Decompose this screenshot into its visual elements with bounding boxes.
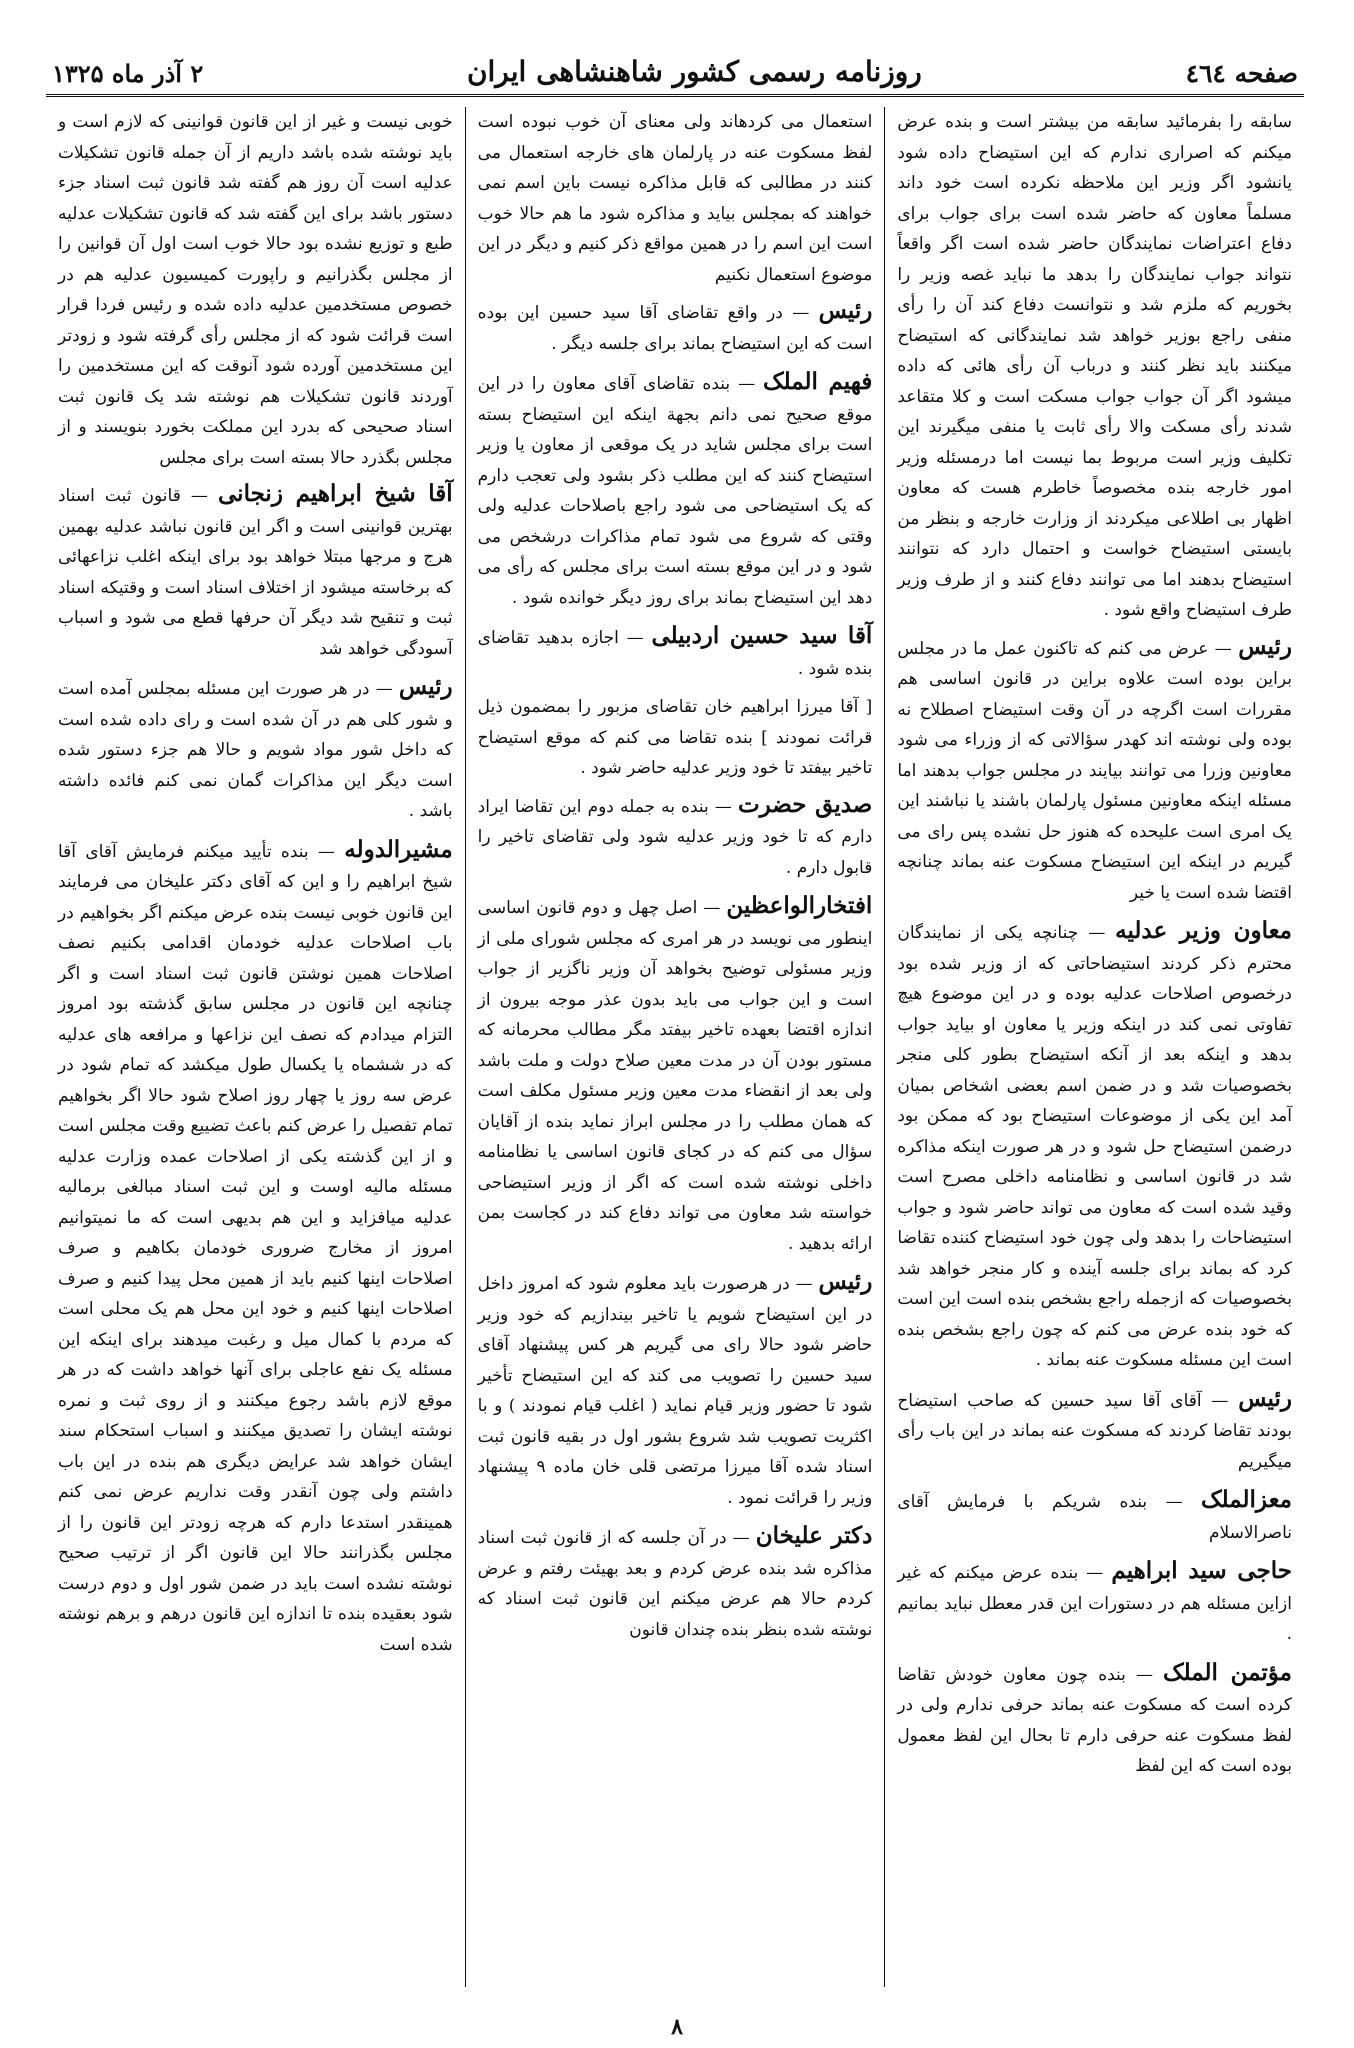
speaker-name: صدیق حضرت <box>737 790 873 818</box>
speech-paragraph <box>478 621 873 684</box>
text-paragraph <box>897 107 1292 626</box>
speaker-separator: — <box>726 1528 756 1548</box>
speaker-separator: — <box>1078 923 1116 943</box>
speaker-name: فهیم الملک <box>763 368 873 395</box>
text-paragraph <box>478 107 873 290</box>
speaker-name: افتخارالواعظین <box>726 892 873 919</box>
speech-paragraph <box>58 479 453 664</box>
text-columns <box>46 107 1304 1987</box>
speaker-separator: — <box>708 796 738 817</box>
paragraph-text: اجازه بدهید تقاضای بنده شود . <box>477 628 873 679</box>
speaker-name: رئیس <box>818 1268 873 1295</box>
paragraph-text: آقای آقا سید حسین که صاحب استیضاح بودند تقاضا کردند که مسکوت عنه بماند در این باب رأی میگیریم <box>897 1390 1292 1472</box>
speaker-separator: — <box>730 374 764 394</box>
paragraph-text: بنده عرض میکنم که غیر ازاین مسئله هم در دستورات این قدر معطل نباید بمانیم . <box>897 1563 1292 1644</box>
text-paragraph <box>478 692 873 784</box>
speech-paragraph <box>897 1384 1292 1478</box>
paragraph-text: بنده تأیید میکنم فرمایش آقای آقا شیخ ابراهیم را و این که آقای دکتر علیخان می فرمایند این قانون خوبی نیست بنده عرض میکنم اگر بخواهیم در باب اصلاحات عدلیه خودمان اقدامی بکنیم نصف اصلاحات همین نوشتن قانون ثبت اسناد است و اگر چنانچه این قانون در مجلس سابق گذشته بود امروز التزام میدادم که نصف این نزاعها و مرافعه های عدلیه که در ششماه یا یکسال طول میکشد که تمام شود در عرض سه روز یا چهار روز اصلاح شود حالا اگر بخواهیم تمام تفصیل را عرض کنم باعث تضییع وقت مجلس است و از این گذشته یکی از اصلاحات عمده وزارت عدلیه مسئله مالیه اوست و این ثبت اسناد مبالغی برمالیه عدلیه میافزاید و این هم بدیهی است که ما نمیتوانیم امروز از مخارج ضروری خودمان بکاهیم و صرف اصلاحات اینها کنیم باید از همین محل پیدا کنیم و صرف اصلاحات اینها کنیم و خود این محل هم یک محلی است که مردم با کمال میل و رغبت میدهند برای اینکه این مسئله یک نفع عاجلی برای آنها خواهد داشت که در هر موقع لازم باشد رجوع میکنند و از روی ثبت و نمره نوشته ایشان را تصدیق میکنند و اسباب استحکام سند ایشان خواهد شد عرایض دیگری هم بنده در این باب داشتم ولی چون آنقدر وقت نداریم عرض نمی کنم همینقدر استدعا دارم که هرچه زودتر این قانون را از مجلس بگذرانند حالا این قانون اگر از ترتیب صحیح نوشته نشده است باید در ضمن شور اول و دوم درست شود بعقیده بنده تا اندازه این قانون درهم و برهم نوشته شده است <box>57 841 453 1655</box>
speech-paragraph <box>478 891 873 1259</box>
speech-paragraph <box>897 632 1292 909</box>
speaker-name: حاجی سید ابراهیم <box>1111 1557 1292 1584</box>
paragraph-text: در هرصورت باید معلوم شود که امروز داخل در این استیضاح شویم یا تاخیر بیندازیم که خود وزیر حاضر شود حالا رای می گیریم هر کس پیشنهاد آقای سید حسین را تصویب می کند که این استیضاح تأخیر شود تا حضور وزیر قیام نماید ( اغلب قیام نمودند ) و با اکثریت تصویب شد شروع بشور اول در بقیه قانون ثبت اسناد شده آقا میرزا مرتضی قلی خان ماده ۹ پیشنهاد وزیر را قرائت نمود . <box>477 1274 873 1508</box>
paragraph-text: قانون ثبت اسناد بهترین قوانینی است و اگر این قانون نباشد عدلیه بهمین هرج و مرجها مبتلا خواهد بود برای اینکه اغلب نزاعهائی که برخاسته میشود از اختلاف اسناد است و وقتیکه اسناد ثبت و تنقیح شد دیگر آن حرفها قطع می شود و اسباب آسودگی خواهد شد <box>57 486 453 659</box>
speaker-name: مشیرالدوله <box>344 835 453 863</box>
speaker-separator: — <box>618 628 652 648</box>
speech-paragraph <box>478 1521 873 1645</box>
speech-paragraph <box>897 1658 1292 1782</box>
paragraph-text: بنده به جمله دوم این تقاضا ایراد دارم که تا خود وزیر عدلیه شود ولی تقاضای تاخیر را قابول دارم . <box>477 796 873 878</box>
speech-paragraph <box>897 1485 1292 1548</box>
speech-paragraph <box>58 672 453 827</box>
speech-paragraph <box>897 1556 1292 1650</box>
speaker-name: مؤتمن الملک <box>1163 1658 1292 1686</box>
speaker-separator: — <box>1125 1664 1164 1685</box>
speaker-name: معزالملک <box>1201 1486 1293 1513</box>
speaker-separator: — <box>1147 1492 1201 1512</box>
speech-paragraph <box>478 790 873 884</box>
paragraph-text: سابقه را بفرمائید سابقه من بیشتر است و بنده عرض میکنم که اصراری ندارم که این استیضاح داده شود یانشود اگر وزیر این ملاحظه نکرده است خود داند مسلماً معاون که حاضر شده است برای جواب برای دفاع اعتراضات نمایندگان حاضر شده است اگر واقعاً نتواند جواب نمایندگان را بدهد ما نباید غصه وزیر را بخوریم که ملزم شد و نتوانست دفاع کند آن را رأی منفی راجع بوزیر خواهد شد نمایندگانی که استیضاح میکنند باید نظر کنند و درباب آن رأی هائی که داده میشود اگر آن جواب جواب مسکت است و کلا متقاعد شدند رأی مسکت والا رأی ثابت یا منفی میگیرند این تکلیف وزیر است مربوط بما نیست اما درمسئله وزیر امور خارجه بنده مخصوصاً خاطرم هست که معاون اظهار بی اطلاعی میکردند از وزارت خارجه و بنظر من بایستی استیضاح خواست و احتمال دارد که نتوانند استیضاح بدهند اما می توانند دفاع کنند و از طرف وزیر طرف استیضاح واقع شود . <box>897 112 1292 620</box>
paragraph-text: خوبی نیست و غیر از این قانون قوانینی که لازم است و باید نوشته شده باشد داریم از آن جمله قانون تشکیلات عدلیه است آن روز هم گفته شد قانون ثبت اسناد جزء دستور باشد برای این گفته شد که قانون تشکیلات عدلیه طبع و توزیع نشده بود حالا خوب است اول آن قوانین را از مجلس بگذرانیم و راپورت کمیسیون عدلیه هم در خصوص مستخدمین عدلیه داده شده و رئیس فردا قرار است قرائت شود که از مجلس رأی گرفته شود و زودتر این مستخدمین آورده شود آنوقت که این مستخدمین را آوردند قانون تشکیلات هم نوشته شد یک قانون ثبت اسناد صحیحی که بدرد این مملکت بخورد بنویسند و از مجلس بگذرد حالا بسته است برای مجلس <box>57 112 453 468</box>
speaker-separator: — <box>697 898 727 918</box>
masthead <box>46 36 1304 97</box>
paragraph-text: در واقع تقاضای آقا سید حسین این بوده است که این استیضاح بماند برای جلسه دیگر . <box>477 303 873 354</box>
speaker-name: دکتر علیخان <box>755 1522 873 1549</box>
speaker-name: رئیس <box>398 673 453 700</box>
speech-paragraph <box>478 296 873 359</box>
text-paragraph <box>58 107 453 473</box>
speech-paragraph <box>478 367 873 613</box>
speaker-name: رئیس <box>818 297 873 324</box>
paragraph-text: عرض می کنم که تاکنون عمل ما در مجلس براین بوده است علاوه براین در قانون اساسی هم مقررات است اگرچه در آن وقت استیضاح اصطلاح نه بوده ولی نوشته اند کهدر سؤالاتی که از وزراء می شود معاونین وزرا می توانند بیایند در مجلس جواب بدهند اما مسئله اینکه معاونین مسئول پارلمان باشند یا نباشند این یک امری است علیحده که هنوز حل نشده پس رای می گیریم در اینکه این استیضاح مسکوت عنه بماند چنانچه اقتضا شده است یا خیر <box>897 638 1292 903</box>
speaker-name: آقا شیخ ابراهیم زنجانی <box>218 480 453 507</box>
speaker-separator: — <box>1201 1390 1239 1411</box>
speaker-separator: — <box>308 841 345 862</box>
page-number-label: صفحه ٤٦٤ <box>1185 59 1298 88</box>
speaker-separator: — <box>1078 1563 1112 1583</box>
column-middle <box>466 107 886 1987</box>
speaker-separator: — <box>789 1274 819 1294</box>
speaker-separator: — <box>369 679 399 699</box>
speaker-separator: — <box>782 303 819 323</box>
paragraph-text: اصل چهل و دوم قانون اساسی اینطور می نویسد در هر امری که مجلس شورای ملی از وزیر مسئولی توضیح بخواهد آن وزیر ناگزیر از جواب است و این جواب می باید بدون عذر موجه بیرون از اندازه اقتضا بعهده تاخیر بیفتد مگر مطالب محرمانه که مستور بودن آن در مدت معین صلاح دولت و ملت باشد ولی بعد از انقضاء مدت معین وزیر مسئول مکلف است که همان مطلب را در مجلس ابراز نماید بنده از آقایان سؤال می کنم که در کجای قانون اساسی یا نظامنامه داخلی نوشته شده است که اگر از وزیر استیضاحی خواسته شد معاون می تواند دفاع کند در کجاست بمن ارائه بدهید . <box>477 898 873 1254</box>
speech-paragraph <box>58 835 453 1661</box>
column-right <box>885 107 1304 1987</box>
issue-date: ۲ آذر ماه ۱۳۲۵ <box>52 59 204 88</box>
paragraph-text: در آن جلسه که از قانون ثبت اسناد مذاکره شد بنده عرض کردم و بعد بهیئت رفتم و عرض کردم حالا هم عرض میکنم این قانون ثبت اسناد که نوشته شده بنظر بنده چندان قانون <box>477 1528 873 1640</box>
speaker-name: معاون وزیر عدلیه <box>1115 917 1292 944</box>
speaker-name: رئیس <box>1238 1384 1292 1412</box>
paragraph-text: بنده شریکم با فرمایش آقای ناصرالاسلام <box>897 1492 1292 1543</box>
column-left <box>46 107 466 1987</box>
speaker-name: رئیس <box>1238 632 1292 660</box>
gazette-title: روزنامه رسمی کشور شاهنشاهی ایران <box>466 55 922 88</box>
paragraph-text: بنده چون معاون خودش تقاضا کرده است که مسکوت عنه بماند حرفی ندارم ولی در لفظ مسکوت عنه حرفی دارم تا بحال این لفظ معمول بوده است که این لفظ <box>897 1664 1292 1776</box>
speaker-separator: — <box>180 486 218 506</box>
speech-paragraph <box>478 1267 873 1513</box>
paragraph-text: بنده تقاضای آقای معاون را در این موقع صحیح نمی دانم بجهة اینکه این استیضاح بسته است برای مجلس شاید در یک موقعی از معاون یا وزیر استیضاح کنند که این مطلب ذکر بشود ولی تعجب دارم که یک استیضاحی می شود راجع باصلاحات عدلیه ولی وقتی که شروع می شود تمام مذاکرات درشخص می شود و در این موقع بسته است برای مجلس که رأی می دهد این استیضاح بماند برای روز دیگر خوانده شود . <box>477 374 873 608</box>
paragraph-text: چنانچه یکی از نمایندگان محترم ذکر کردند استیضاحاتی که از وزیر شده بود درخصوص اصلاحات عدلیه بوده و در این موضوع هیچ تفاوتی نمی کند در اینکه وزیر یا معاون او بیاید جواب بدهد و اینکه بعد از آنکه استیضاح بطور کلی منجر بخصوصیات شد و در ضمن اسم بعضی اشخاص بمیان آمد این یکی از موضوعات استیضاح بود که ممکن بود درضمن استیضاح حل شود و در هر صورت اینکه مذاکره شد در قانون اساسی و نظامنامه داخلی مصرح است وقید شده است که معاون می تواند حاضر شود و جواب استیضاحات را بدهد ولی چون خود استیضاح کننده تقاضا کرد که بماند برای جلسه آینده و کار منجر خواهد شد بخصوصیات که ازجمله راجع بشخص بنده است این است که خود بنده عرض می کنم که چون راجع بشخص بنده است این مسئله مسکوت عنه بماند . <box>897 923 1292 1370</box>
paragraph-text: استعمال می کردهاند ولی معنای آن خوب نبوده است لفظ مسکوت عنه در پارلمان های خارجه استعمال می کنند در مطالبی که قابل مذاکره نیست باین اسم نمی خواهند که بمجلس بیاید و مذاکره شود ما هم حالا خوب است این اسم را در همین مواقع ذکر کنیم و دیگر در این موضوع استعمال نکنیم <box>477 112 873 285</box>
speech-paragraph <box>897 916 1292 1376</box>
folio-number: ۸ <box>671 2014 683 2040</box>
speaker-separator: — <box>1208 638 1239 659</box>
paragraph-text: [ آقا میرزا ابراهیم خان تقاضای مزبور را بمضمون ذیل قرائت نمودند ] بنده تقاضا می کنم که موقع استیضاح تاخیر بیفتد تا خود وزیر عدلیه حاضر شود . <box>477 697 873 778</box>
paragraph-text: در هر صورت این مسئله بمجلس آمده است و شور کلی هم در آن شده است و رای داده شده است که داخل شور مواد شویم و حالا هم جزء دستور شده است دیگر این مذاکرات گمان نمی کنم فائده داشته باشد . <box>57 679 453 821</box>
speaker-name: آقا سید حسین اردبیلی <box>651 622 873 649</box>
